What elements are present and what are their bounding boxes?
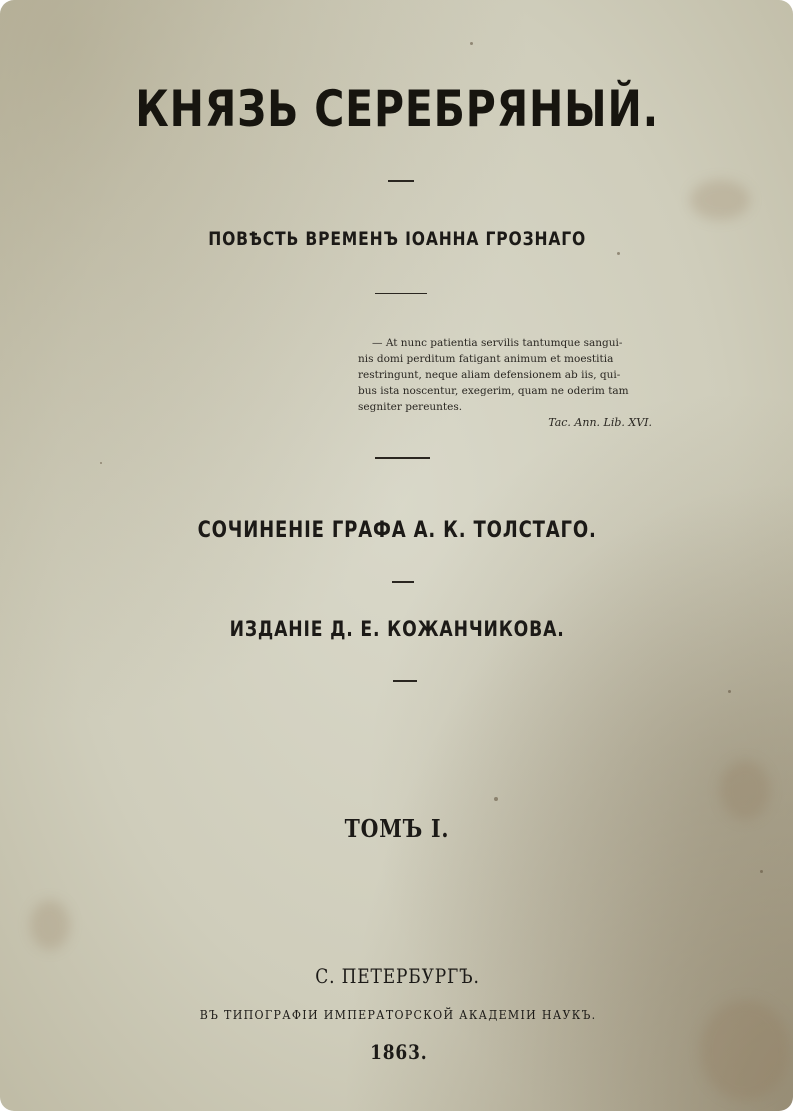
epigraph: [358, 335, 654, 431]
paper-stain: [720, 760, 770, 820]
divider-rule: [375, 457, 430, 459]
paper-speck: [617, 252, 620, 255]
divider-rule: [375, 293, 427, 294]
author-line: СОЧИНЕНІЕ ГРАФА А. К. ТОЛСТАГО.: [197, 518, 597, 543]
epigraph-line: — At nunc patientia servilis tantumque sangui-: [372, 337, 623, 349]
paper-speck: [100, 462, 102, 464]
volume-label: ТОМЪ I.: [344, 814, 450, 843]
epigraph-line: segniter pereuntes.: [358, 401, 463, 413]
book-subtitle: ПОВѢСТЬ ВРЕМЕНЪ ІОАННА ГРОЗНАГО: [208, 228, 587, 250]
divider-rule: [392, 581, 414, 583]
imprint-year: 1863.: [370, 1040, 428, 1064]
epigraph-line: restringunt, neque aliam defensionem ab iis, qui-: [358, 369, 621, 381]
epigraph-line: nis domi perditum fatigant animum et moestitia: [358, 353, 614, 365]
paper-stain: [30, 900, 70, 950]
publisher-line: ИЗДАНІЕ Д. Е. КОЖАНЧИКОВА.: [229, 617, 565, 641]
epigraph-source: Tac. Ann. Lib. XVI.: [548, 416, 652, 429]
paper-speck: [494, 797, 498, 801]
epigraph-line: bus ista noscentur, exegerim, quam ne oderim tam: [358, 385, 629, 397]
divider-rule: [393, 680, 417, 682]
paper-speck: [760, 870, 763, 873]
paper-stain: [690, 180, 750, 220]
imprint-press: ВЪ ТИПОГРАФІИ ИМПЕРАТОРСКОЙ АКАДЕМІИ НАУКЪ.: [199, 1007, 597, 1022]
imprint-city: С. ПЕТЕРБУРГЪ.: [315, 964, 480, 988]
paper-speck: [470, 42, 473, 45]
divider-rule: [388, 180, 414, 182]
book-title: КНЯЗЬ СЕРЕБРЯНЫЙ.: [135, 80, 659, 138]
paper-speck: [728, 690, 731, 693]
